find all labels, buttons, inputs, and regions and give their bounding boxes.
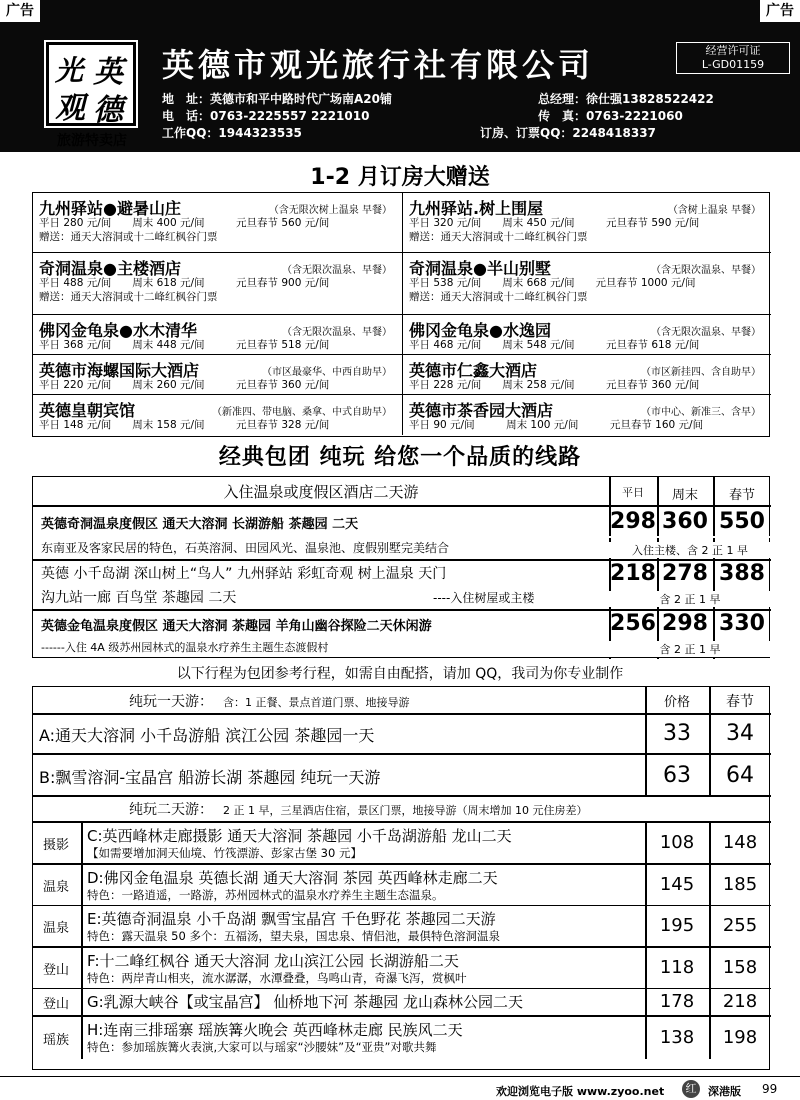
tour-price: 145 — [659, 873, 695, 895]
logo-char: 英 — [93, 55, 123, 90]
package-2-line1: 英德 小千岛湖 深山树上“鸟人” 九州驿站 彩虹奇观 树上温泉 天门 — [41, 566, 447, 582]
hotel-cell — [403, 395, 771, 435]
package-2-note: 含 2 正 1 早 — [609, 591, 771, 607]
tour-a-price: 33 — [663, 721, 691, 746]
hotel-name: 英德市海螺国际大酒店 — [39, 361, 200, 380]
hotel-cell — [403, 253, 771, 315]
hotel-name: 英德市仁鑫大酒店 — [409, 361, 538, 380]
package-2-weekday: 218 — [610, 561, 656, 586]
hotel-gift: 赠送：通天大溶洞或十二峰红枫谷门票 — [39, 291, 218, 303]
tour-category: 摄影 — [42, 838, 69, 853]
logo-char: 光 — [55, 54, 84, 87]
footer-site: 欢迎浏览电子版 www.zyoo.net — [496, 1085, 665, 1098]
tour-route: D:佛冈金龟温泉 英德长湖 通天大溶洞 茶园 英西峰林走廊二天 — [87, 868, 498, 887]
tour-route: E:英德奇洞温泉 小千岛湖 飘雪宝晶宫 千色野花 茶趣园二天游 — [87, 910, 496, 928]
page-number: 99 — [762, 1082, 778, 1096]
hotel-prices: 平日 228 元/间 周末 258 元/间 元旦春节 360 元/间 — [409, 379, 700, 391]
hotel-cell — [403, 355, 771, 395]
hotel-cell — [33, 253, 403, 315]
package-3-note: 含 2 正 1 早 — [609, 641, 771, 657]
hotel-name: 英德皇朝宾馆 — [39, 401, 136, 420]
tour-category: 温泉 — [42, 921, 69, 936]
col-price: 价格 — [663, 695, 690, 710]
hotel-note: （市中心、新准三、含早） — [641, 407, 761, 418]
package-1-weekend: 360 — [662, 509, 708, 534]
footer — [0, 1076, 800, 1100]
tour-route: G:乳源大峡谷【或宝晶宫】 仙桥地下河 茶趣园 龙山森林公园二天 — [87, 993, 523, 1011]
hotel-prices: 平日 220 元/间 周末 260 元/间 元旦春节 360 元/间 — [39, 379, 330, 391]
hotel-prices: 平日 368 元/间 周末 448 元/间 元旦春节 518 元/间 — [39, 339, 330, 351]
tour-spring-price: 218 — [722, 991, 758, 1012]
hotel-prices: 平日 148 元/间 周末 158 元/间 元旦春节 328 元/间 — [39, 419, 330, 431]
package-2-stay: ----入住树屋或主楼 — [433, 591, 535, 605]
tour-price: 138 — [659, 1026, 695, 1048]
tour-category: 瑶族 — [42, 1032, 69, 1048]
tour-b-price: 63 — [663, 763, 691, 788]
hotel-note: （含无限次温泉、早餐） — [651, 265, 761, 276]
package-1-note: 入住主楼、含 2 正 1 早 — [609, 542, 771, 558]
order-qq: 订房、订票QQ：2248418337 — [480, 126, 656, 140]
hotel-note: （含无限次温泉、早餐） — [651, 327, 761, 338]
tours-title: 经典包团 纯玩 给您一个品质的线路 — [218, 445, 582, 470]
package-3-title: 英德金龟温泉度假区 通天大溶洞 茶趣园 羊角山幽谷探险二天休闲游 — [41, 619, 432, 634]
two-day-head-note: 2 正 1 早，三星酒店住宿，景区门票，地接导游（周末增加 10 元住房差） — [223, 804, 588, 817]
hotel-note: （含无限次温泉、早餐） — [282, 327, 392, 338]
col-weekend: 周末 — [671, 488, 698, 503]
edition-badge: 红 — [682, 1080, 700, 1098]
hotel-prices: 平日 90 元/间 周末 100 元/间 元旦春节 160 元/间 — [409, 419, 704, 431]
hotel-note: （市区新挂四、含自助早） — [641, 367, 761, 378]
tour-b-spring: 64 — [726, 763, 754, 788]
hotel-grid — [32, 192, 770, 437]
tour-b: B:飘雪溶洞-宝晶宫 船游长湖 茶趣园 纯玩一天游 — [39, 768, 381, 787]
hotel-note: （市区最豪华、中西自助早） — [262, 367, 392, 378]
edition-name: 深港版 — [708, 1085, 741, 1098]
hotel-name: 英德市茶香园大酒店 — [409, 401, 554, 420]
license-label: 经营许可证 — [705, 44, 761, 57]
tour-feature: 特色：两岸青山相夹，流水潺潺，水潭叠叠，鸟鸣山青，奇瀑飞泻，赏枫叶 — [87, 970, 467, 985]
package-3-weekend: 298 — [662, 611, 708, 636]
hotel-name: 佛冈金龟泉●水木清华 — [39, 321, 197, 340]
one-day-head-note: 含：1 正餐、景点首道门票、地接导游 — [223, 696, 410, 709]
tour-spring-price: 158 — [722, 956, 758, 978]
license-box — [676, 42, 790, 74]
tour-feature: 【如需要增加洞天仙境、竹筏漂游、彭家古堡 30 元】 — [87, 846, 362, 860]
tour-spring-price: 185 — [722, 873, 758, 895]
hotel-gift: 赠送：通天大溶洞或十二峰红枫谷门票 — [409, 231, 588, 243]
col-weekday: 平日 — [622, 486, 644, 499]
tour-category: 登山 — [42, 997, 69, 1012]
hotel-note: （含无限次温泉、早餐） — [282, 265, 392, 276]
one-day-head: 纯玩一天游： — [129, 694, 213, 710]
tour-spring-price: 255 — [722, 915, 758, 936]
tour-spring-price: 148 — [722, 832, 758, 853]
ad-label-right: 广告 — [760, 0, 800, 22]
company-name: 英德市观光旅行社有限公司 — [162, 46, 595, 84]
license-number: L-GD01159 — [701, 58, 765, 71]
logo-caption: 旅游特卖店 — [57, 133, 127, 149]
package-1-spring: 550 — [719, 509, 765, 534]
hotel-name: 奇洞温泉●主楼酒店 — [39, 259, 181, 278]
tour-route: F:十二峰红枫谷 通天大溶洞 龙山滨江公园 长湖游船二天 — [87, 951, 459, 970]
hotel-name: 奇洞温泉●半山别墅 — [409, 259, 551, 278]
company-logo — [46, 42, 136, 126]
tour-a-spring: 34 — [726, 721, 754, 746]
hotel-cell — [33, 193, 403, 253]
col-spring: 春节 — [728, 488, 755, 503]
hotel-cell — [33, 315, 403, 355]
tour-category: 登山 — [42, 962, 69, 978]
manager: 总经理：徐仕强13828522422 — [538, 92, 714, 106]
hotel-cell — [33, 355, 403, 395]
tour-spring-price: 198 — [722, 1026, 758, 1048]
package-3-desc: ------入住 4A 级苏州园林式的温泉水疗养生主题生态渡假村 — [41, 641, 329, 654]
hotel-note: （新准四、带电脑、桑拿、中式自助早） — [212, 407, 392, 418]
col-spring: 春节 — [726, 694, 754, 710]
hotel-note: （含无限次树上温泉 早餐） — [268, 205, 392, 216]
package-3-spring: 330 — [719, 611, 765, 636]
package-1-weekday: 298 — [610, 509, 656, 534]
hotel-prices: 平日 280 元/间 周末 400 元/间 元旦春节 560 元/间 — [39, 217, 330, 229]
tour-price: 178 — [659, 991, 695, 1012]
hotel-cell — [403, 193, 771, 253]
tour-price: 108 — [659, 832, 695, 853]
hotel-cell — [403, 315, 771, 355]
hotel-prices: 平日 468 元/间 周末 548 元/间 元旦春节 618 元/间 — [409, 339, 700, 351]
tour-route: H:连南三排瑶寨 瑶族篝火晚会 英西峰林走廊 民族风二天 — [87, 1020, 463, 1039]
package-1-title: 英德奇洞温泉度假区 通天大溶洞 长湖游船 茶趣园 二天 — [41, 517, 359, 532]
logo-char: 观 — [55, 91, 85, 126]
package-table-head: 入住温泉或度假区酒店二天游 — [223, 483, 419, 501]
tour-route: C:英西峰林走廊摄影 通天大溶洞 茶趣园 小千岛湖游船 龙山二天 — [87, 827, 512, 845]
custom-note: 以下行程为包团参考行程，如需自由配搭，请加 QQ，我司为你专业制作 — [176, 666, 624, 682]
hotel-name: 九州驿站●避暑山庄 — [39, 199, 181, 218]
hotel-prices: 平日 488 元/间 周末 618 元/间 元旦春节 900 元/间 — [39, 277, 330, 289]
hotel-name: 九州驿站.树上围屋 — [409, 199, 544, 218]
hotel-note: （含树上温泉 早餐） — [667, 205, 761, 216]
package-3-weekday: 256 — [610, 611, 656, 636]
tour-category: 温泉 — [42, 879, 69, 895]
package-2-spring: 388 — [719, 561, 765, 586]
tour-price: 118 — [659, 956, 695, 978]
address: 地 址：英德市和平中路时代广场南A20铺 — [162, 92, 392, 106]
hotel-cell — [33, 395, 403, 435]
work-qq: 工作QQ：1944323535 — [162, 126, 302, 140]
package-2-line2: 沟九站一廊 百鸟堂 茶趣园 二天 — [41, 590, 237, 606]
hotel-gift: 赠送：通天大溶洞或十二峰红枫谷门票 — [409, 291, 588, 303]
ad-label-left: 广告 — [0, 0, 40, 22]
day-tour-table — [32, 686, 770, 1070]
logo-char: 德 — [93, 93, 123, 128]
tour-feature: 特色：一路逍遥，一路游，苏州园林式的温泉水疗养生主题生态温泉。 — [87, 887, 444, 902]
package-1-desc: 东南亚及客家民居的特色，石英溶洞、田园风光、温泉池、度假别墅完美结合 — [41, 541, 450, 555]
tour-a: A:通天大溶洞 小千岛游船 滨江公园 茶趣园一天 — [39, 726, 375, 745]
hotel-gift: 赠送：通天大溶洞或十二峰红枫谷门票 — [39, 231, 218, 243]
package-2-weekend: 278 — [662, 561, 708, 586]
two-day-head: 纯玩二天游： — [129, 802, 213, 818]
tour-price: 195 — [659, 915, 695, 936]
tour-feature: 特色：露天温泉 50 多个：五福汤，望夫泉，国忠泉、情侣池，最俱特色溶洞温泉 — [87, 929, 500, 943]
hotel-prices: 平日 320 元/间 周末 450 元/间 元旦春节 590 元/间 — [409, 217, 700, 229]
phone: 电 话：0763-2225557 2221010 — [162, 109, 370, 123]
tour-feature: 特色：参加瑶族篝火表演,大家可以与瑶家“沙腰妹”及“亚贵”对歌共舞 — [87, 1039, 437, 1054]
promo-title: 1-2 月订房大赠送 — [310, 165, 490, 190]
hotel-prices: 平日 538 元/间 周末 668 元/间 元旦春节 1000 元/间 — [409, 277, 696, 289]
hotel-name: 佛冈金龟泉●水逸园 — [409, 321, 551, 340]
package-table — [32, 476, 770, 658]
fax: 传 真：0763-2221060 — [538, 109, 683, 123]
